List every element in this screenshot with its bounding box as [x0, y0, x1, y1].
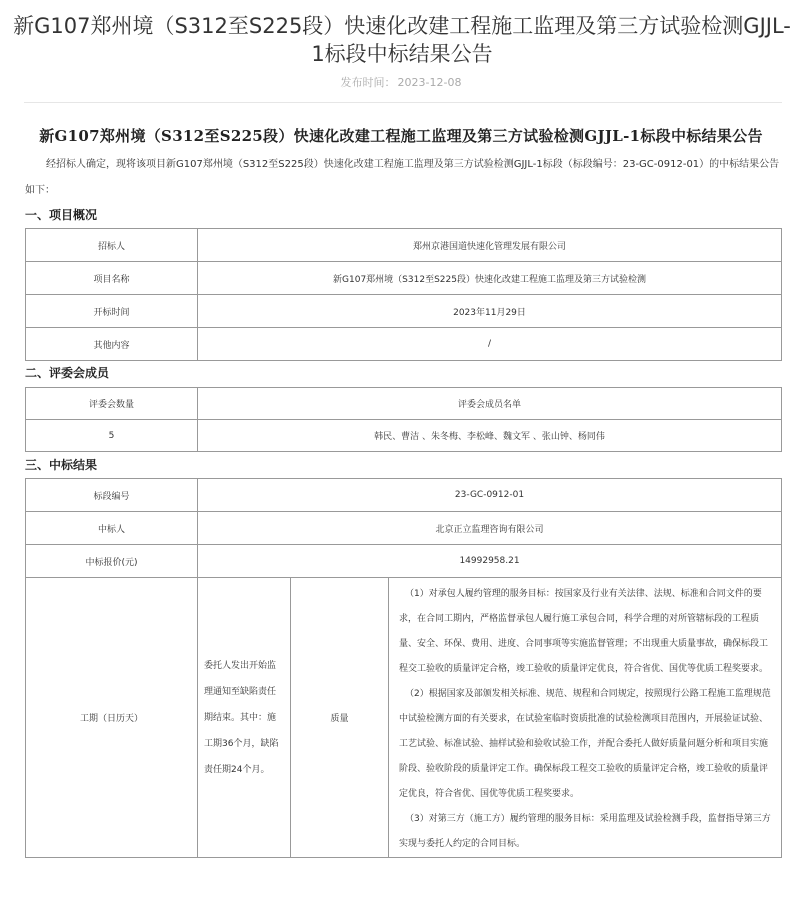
table-row — [26, 295, 782, 328]
table-row — [26, 512, 782, 545]
quality-item: （1）对承包人履约管理的服务目标：按国家及行业有关法律、法规、标准和合同文件的要求，在合同工期内，严格监督承包人履行施工承包合同，科学合理的对所管辖标段的工程质量、安全、环保、费用、进度、合同事项等实施监督管理；不出现重大质量事故，确保标段工程交工验收的质量评定合格，竣工验收的质量评定优良，符合省优、国优等优质工程奖要求。 — [399, 589, 769, 674]
table-row — [26, 420, 782, 452]
document-title: 新G107郑州境（S312至S225段）快速化改建工程施工监理及第三方试验检测GJJL-1标段中标结果公告 — [39, 127, 763, 145]
result-value-cell: 北京正立监理咨询有限公司 — [198, 512, 782, 545]
committee-count-header: 评委会数量 — [26, 388, 198, 420]
table-row — [26, 479, 782, 512]
section-heading-result: 三、中标结果 — [25, 458, 98, 472]
section-heading-committee: 二、评委会成员 — [25, 366, 110, 380]
result-table — [25, 478, 782, 858]
intro-paragraph: 经招标人确定，现将该项目新G107郑州境（S312至S225段）快速化改建工程施工监理及第三方试验检测GJJL-1标段（标段编号：23-GC-0912-01）的中标结果公告如下： — [25, 159, 780, 196]
overview-value-cell: 郑州京港国道快速化管理发展有限公司 — [198, 229, 782, 262]
overview-value-cell: 新G107郑州境（S312至S225段）快速化改建工程施工监理及第三方试验检测 — [198, 262, 782, 295]
table-row — [26, 388, 782, 420]
publish-time — [0, 74, 802, 90]
table-row — [26, 262, 782, 295]
section-heading-overview: 一、项目概况 — [25, 208, 98, 222]
result-label-cell: 中标人 — [26, 512, 198, 545]
overview-value-cell: / — [198, 328, 782, 361]
committee-table — [25, 387, 782, 452]
result-label-cell: 中标报价(元) — [26, 545, 198, 578]
committee-count-cell: 5 — [26, 420, 198, 452]
period-description-cell: 委托人发出开始监理通知至缺陷责任期结束。其中：施工期36个月，缺陷责任期24个月。 — [198, 578, 291, 858]
committee-names-header: 评委会成员名单 — [198, 388, 782, 420]
table-row — [26, 328, 782, 361]
publish-time-value: 2023-12-08 — [397, 76, 462, 89]
result-value-cell: 14992958.21 — [198, 545, 782, 578]
publish-time-label: 发布时间： — [340, 76, 396, 89]
committee-names-cell: 韩民、曹洁 、朱冬梅、李松峰、魏文军 、张山钟、杨同伟 — [198, 420, 782, 452]
overview-label-cell: 项目名称 — [26, 262, 198, 295]
overview-label-cell: 开标时间 — [26, 295, 198, 328]
result-value-cell: 23-GC-0912-01 — [198, 479, 782, 512]
table-row — [26, 578, 782, 858]
period-label-cell: 工期（日历天） — [26, 578, 198, 858]
quality-label-cell: 质量 — [291, 578, 389, 858]
title-divider — [24, 102, 782, 103]
quality-item: （2）根据国家及部颁发相关标准、规范、规程和合同规定，按照现行公路工程施工监理规范中试验检测方面的有关要求，在试验室临时资质批准的试验检测项目范围内，开展验证试验、工艺试验、标准试验、抽样试验和验收试验工作，并配合委托人做好质量问题分析和项目实施阶段、验收阶段的质量评定工作。确保标段工程交工验收的质量评定合格，竣工验收的质量评定优良，符合省优、国优等优质工程奖要求。 — [399, 689, 771, 799]
overview-label-cell: 其他内容 — [26, 328, 198, 361]
result-label-cell: 标段编号 — [26, 479, 198, 512]
overview-table — [25, 228, 782, 361]
overview-label-cell: 招标人 — [26, 229, 198, 262]
table-row — [26, 545, 782, 578]
overview-value-cell: 2023年11月29日 — [198, 295, 782, 328]
table-row — [26, 229, 782, 262]
page-title: 新G107郑州境（S312至S225段）快速化改建工程施工监理及第三方试验检测GJJL-1标段中标结果公告 — [13, 14, 791, 66]
quality-item: （3）对第三方（施工方）履约管理的服务目标：采用监理及试验检测手段，监督指导第三方实现与委托人约定的合同目标。 — [399, 814, 771, 849]
quality-description-cell — [389, 578, 782, 858]
